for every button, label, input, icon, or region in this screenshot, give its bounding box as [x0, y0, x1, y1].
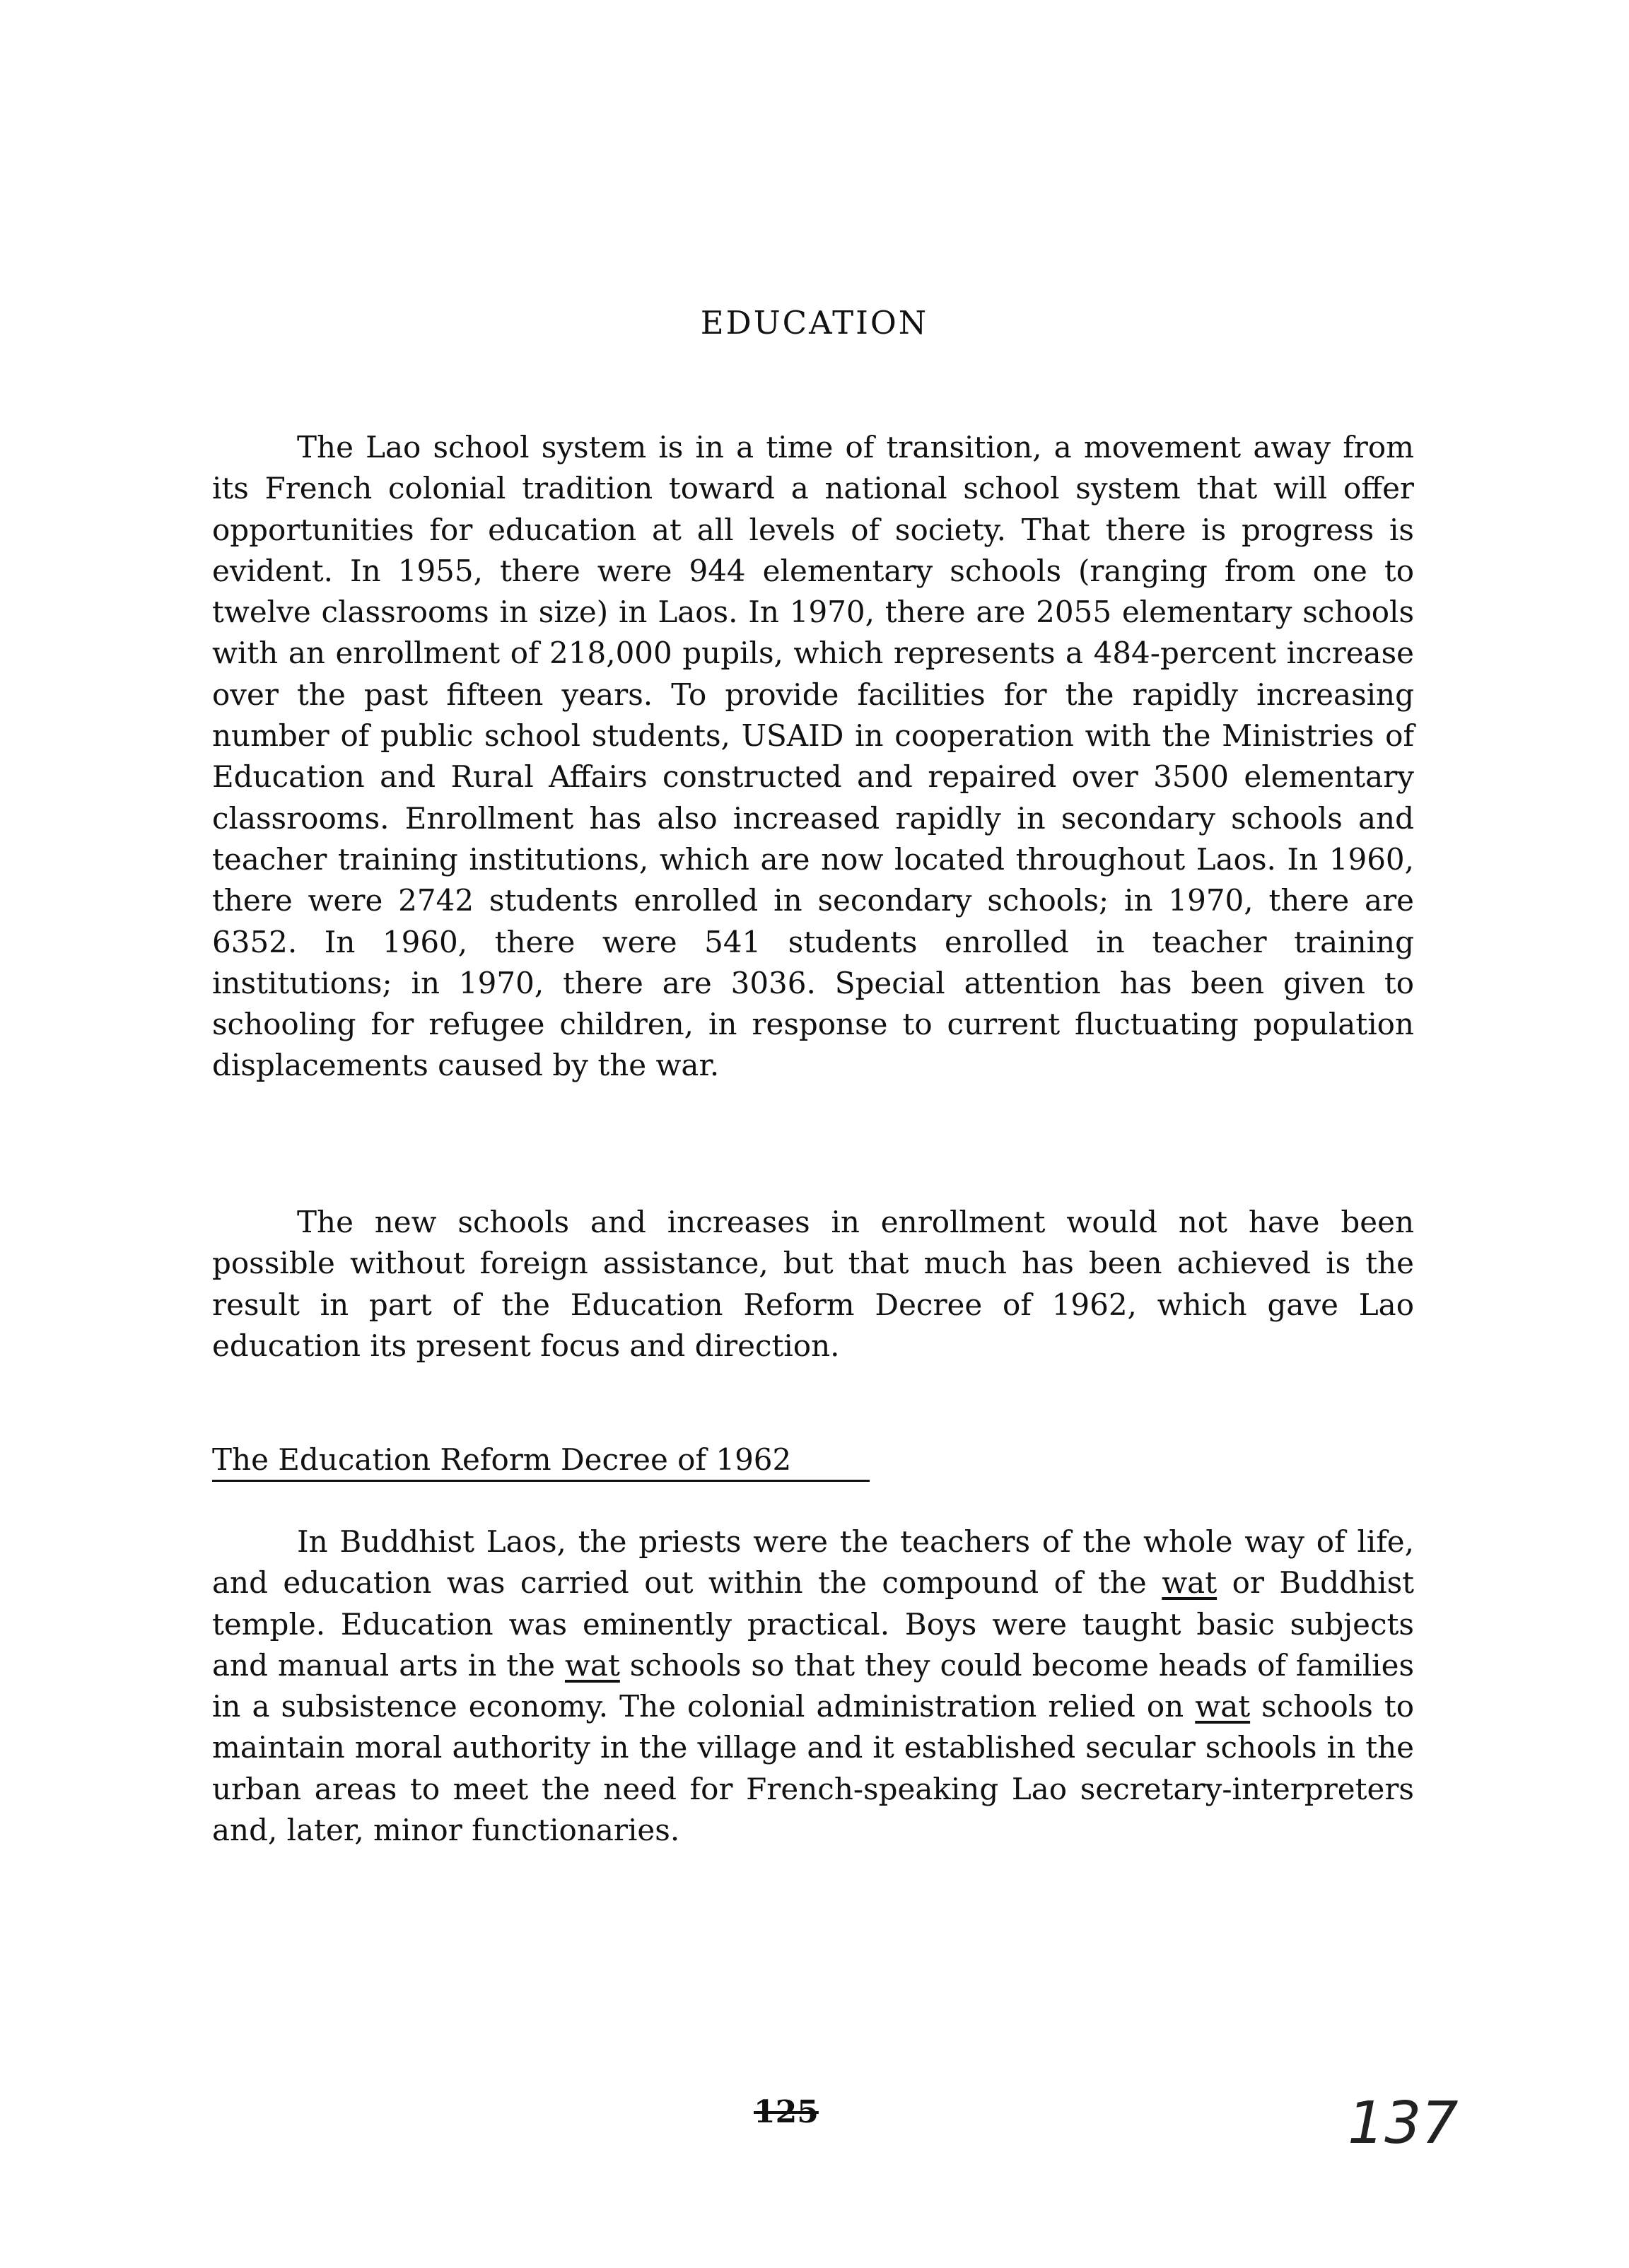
struck-page-number: 125: [754, 2094, 819, 2130]
handwritten-page-number: 137: [1348, 2090, 1459, 2157]
underlined-term-wat: wat: [564, 1647, 620, 1683]
paragraph-buddhist-education: [212, 1521, 1414, 1851]
underlined-term-wat: wat: [1162, 1565, 1218, 1601]
page-title: EDUCATION: [700, 304, 929, 341]
section-heading-reform-decree: The Education Reform Decree of 1962: [212, 1442, 870, 1482]
paragraph-text-part-3: schools so that they could become heads of families in a subsistence economy. The colonial administration relied on: [212, 1647, 1414, 1724]
paragraph-text-part-1: In Buddhist Laos, the priests were the teachers of the whole way of life, and education was carried out within the compound of the: [212, 1524, 1414, 1601]
paragraph-foreign-assistance: The new schools and increases in enrollment would not have been possible without foreign assistance, but that much has been achieved is the result in part of the Education Reform Decree of 1962, which gave Lao education its present focus and direction.: [212, 1205, 1414, 1363]
underlined-term-wat: wat: [1195, 1689, 1251, 1724]
paragraph-text-part-2: or Buddhist temple. Education was eminently practical. Boys were taught basic subjects and manual arts in the: [212, 1565, 1414, 1683]
paragraph-text-part-4: schools to maintain moral authority in the village and it established secular schools in the urban areas to meet the need for French-speaking Lao secretary-interpreters and, later, minor functionaries.: [212, 1689, 1414, 1848]
paragraph-school-system-transition: The Lao school system is in a time of transition, a movement away from its French colonial tradition toward a national school system that will offer opportunities for education at all levels of society. That there is progress is evident. In 1955, there were 944 elementary schools (ranging from one to twelve classrooms in size) in Laos. In 1970, there are 2055 elementary schools with an enrollment of 218,000 pupils, which represents a 484-percent increase over the past fifteen years. To provide facilities for the rapidly increasing number of public school students, USAID in cooperation with the Ministries of Education and Rural Affairs constructed and repaired over 3500 elementary classrooms. Enrollment has also increased rapidly in secondary schools and teacher training institutions, which are now located throughout Laos. In 1960, there were 2742 students enrolled in secondary schools; in 1970, there are 6352. In 1960, there were 541 students enrolled in teacher training institutions; in 1970, there are 3036. Special attention has been given to schooling for refugee children, in response to current fluctuating population displacements caused by the war.: [212, 430, 1414, 1083]
